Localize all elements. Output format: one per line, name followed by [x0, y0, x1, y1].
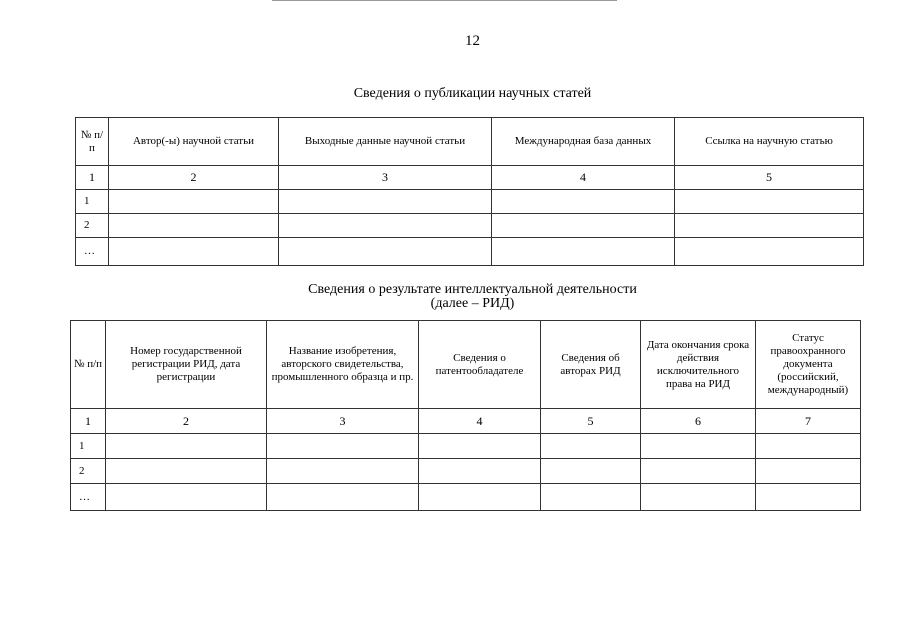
row-label: … [76, 238, 109, 266]
table-cell [419, 484, 541, 511]
header-cell-output-data: Выходные данные научной статьи [279, 118, 492, 166]
rid-title-line1: Сведения о результате интеллектуальной деятельности [308, 282, 637, 297]
table-cell [279, 238, 492, 266]
rid-table [70, 320, 861, 511]
table-row [76, 190, 864, 214]
header-cell-patent-holder: Сведения о патентообладателе [419, 321, 541, 409]
header-cell-number: № п/п [71, 321, 106, 409]
table-header-row [76, 118, 864, 166]
header-cell-authors: Сведения об авторах РИД [541, 321, 641, 409]
table-cell [641, 459, 756, 484]
table-row [71, 459, 861, 484]
table-cell [267, 434, 419, 459]
column-number: 4 [419, 409, 541, 434]
table-cell [267, 459, 419, 484]
column-number: 2 [106, 409, 267, 434]
header-cell-expiry-date: Дата окончания срока действия исключительного права на РИД [641, 321, 756, 409]
table-cell [106, 484, 267, 511]
row-label: 2 [71, 459, 106, 484]
column-number: 3 [279, 166, 492, 190]
table-cell [541, 434, 641, 459]
column-number: 3 [267, 409, 419, 434]
publications-table [75, 117, 864, 266]
header-cell-registration: Номер государственной регистрации РИД, дата регистрации [106, 321, 267, 409]
table-cell [756, 484, 861, 511]
table-cell [675, 190, 864, 214]
table-row [71, 484, 861, 511]
row-label: … [71, 484, 106, 511]
header-cell-database: Международная база данных [492, 118, 675, 166]
header-cell-authors: Автор(-ы) научной статьи [109, 118, 279, 166]
rid-title [0, 283, 905, 311]
table-cell [109, 214, 279, 238]
table-cell [106, 459, 267, 484]
column-number: 5 [541, 409, 641, 434]
column-number: 4 [492, 166, 675, 190]
header-cell-number: № п/п [76, 118, 109, 166]
column-number-row [71, 409, 861, 434]
table-cell [541, 484, 641, 511]
table-cell [492, 238, 675, 266]
header-cell-link: Ссылка на научную статью [675, 118, 864, 166]
column-number: 6 [641, 409, 756, 434]
table-cell [492, 214, 675, 238]
header-cell-invention-name: Название изобретения, авторского свидетельства, промышленного образца и пр. [267, 321, 419, 409]
table-header-row [71, 321, 861, 409]
column-number: 1 [76, 166, 109, 190]
table-cell [267, 484, 419, 511]
table-cell [492, 190, 675, 214]
table-row [71, 434, 861, 459]
top-divider-line [272, 0, 617, 1]
table-cell [279, 214, 492, 238]
rid-title-line2: (далее – РИД) [430, 296, 515, 311]
table-cell [419, 459, 541, 484]
table-cell [675, 214, 864, 238]
table-cell [756, 434, 861, 459]
header-cell-status: Статус правоохранного документа (российский, международный) [756, 321, 861, 409]
page-number: 12 [465, 33, 480, 49]
column-number: 7 [756, 409, 861, 434]
table-cell [541, 459, 641, 484]
table-row [76, 238, 864, 266]
table-cell [419, 434, 541, 459]
column-number-row [76, 166, 864, 190]
table-cell [641, 484, 756, 511]
column-number: 5 [675, 166, 864, 190]
publications-title: Сведения о публикации научных статей [353, 86, 592, 101]
column-number: 1 [71, 409, 106, 434]
table-cell [106, 434, 267, 459]
table-cell [641, 434, 756, 459]
table-cell [279, 190, 492, 214]
row-label: 1 [71, 434, 106, 459]
table-cell [675, 238, 864, 266]
table-cell [109, 238, 279, 266]
row-label: 2 [76, 214, 109, 238]
row-label: 1 [76, 190, 109, 214]
table-cell [756, 459, 861, 484]
table-cell [109, 190, 279, 214]
column-number: 2 [109, 166, 279, 190]
table-row [76, 214, 864, 238]
